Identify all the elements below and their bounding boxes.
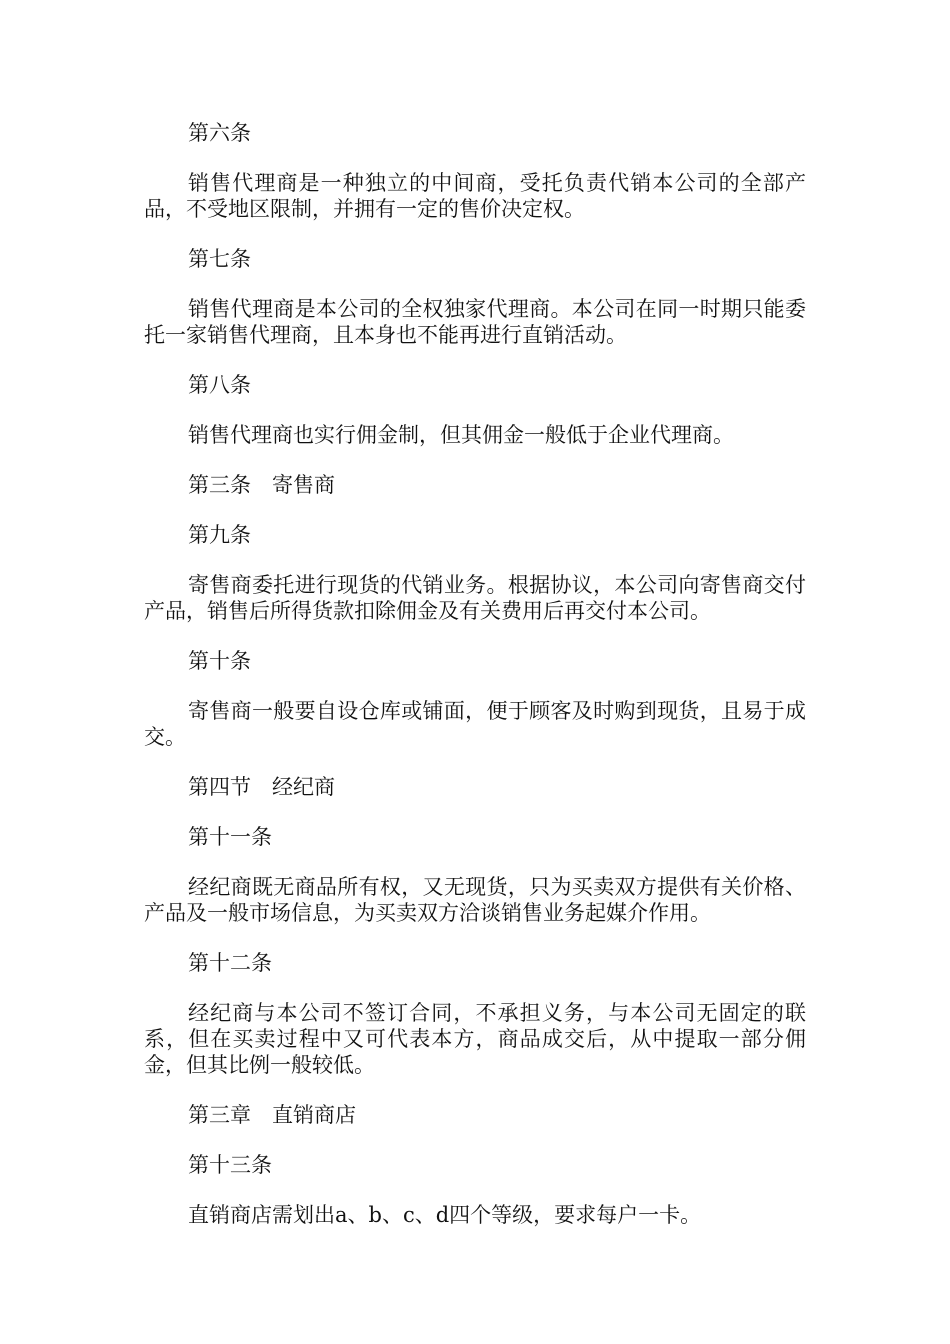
paragraph-consignment-warehouse: 寄售商一般要自设仓库或铺面，便于顾客及时购到现货，且易于成交。 [144, 699, 806, 749]
article-heading-6: 第六条 [188, 121, 251, 145]
article-heading-8: 第八条 [188, 373, 251, 397]
paragraph-broker-role: 经纪商既无商品所有权，又无现货，只为买卖双方提供有关价格、产品及一般市场信息，为买卖双方洽谈销售业务起媒介作用。 [144, 875, 806, 925]
article-heading-11: 第十一条 [188, 825, 272, 849]
paragraph-consignment-business: 寄售商委托进行现货的代销业务。根据协议，本公司向寄售商交付产品，销售后所得货款扣除佣金及有关费用后再交付本公司。 [144, 573, 806, 623]
paragraph-direct-store-grades: 直销商店需划出a、b、c、d四个等级，要求每户一卡。 [188, 1203, 702, 1227]
chapter-heading-direct-store: 第三章 直销商店 [188, 1103, 356, 1127]
article-heading-12: 第十二条 [188, 951, 272, 975]
paragraph-sales-agent-independent: 销售代理商是一种独立的中间商，受托负责代销本公司的全部产品，不受地区限制，并拥有一定的售价决定权。 [144, 171, 806, 221]
paragraph-sales-agent-commission: 销售代理商也实行佣金制，但其佣金一般低于企业代理商。 [188, 423, 734, 447]
article-heading-9: 第九条 [188, 523, 251, 547]
paragraph-sales-agent-exclusive: 销售代理商是本公司的全权独家代理商。本公司在同一时期只能委托一家销售代理商，且本身也不能再进行直销活动。 [144, 297, 806, 347]
section-heading-broker: 第四节 经纪商 [188, 775, 335, 799]
article-heading-10: 第十条 [188, 649, 251, 673]
paragraph-broker-contract: 经纪商与本公司不签订合同，不承担义务，与本公司无固定的联系，但在买卖过程中又可代表本方，商品成交后，从中提取一部分佣金，但其比例一般较低。 [144, 1001, 806, 1077]
article-heading-13: 第十三条 [188, 1153, 272, 1177]
document-body [144, 120, 806, 1252]
section-heading-consignment: 第三条 寄售商 [188, 473, 335, 497]
article-heading-7: 第七条 [188, 247, 251, 271]
